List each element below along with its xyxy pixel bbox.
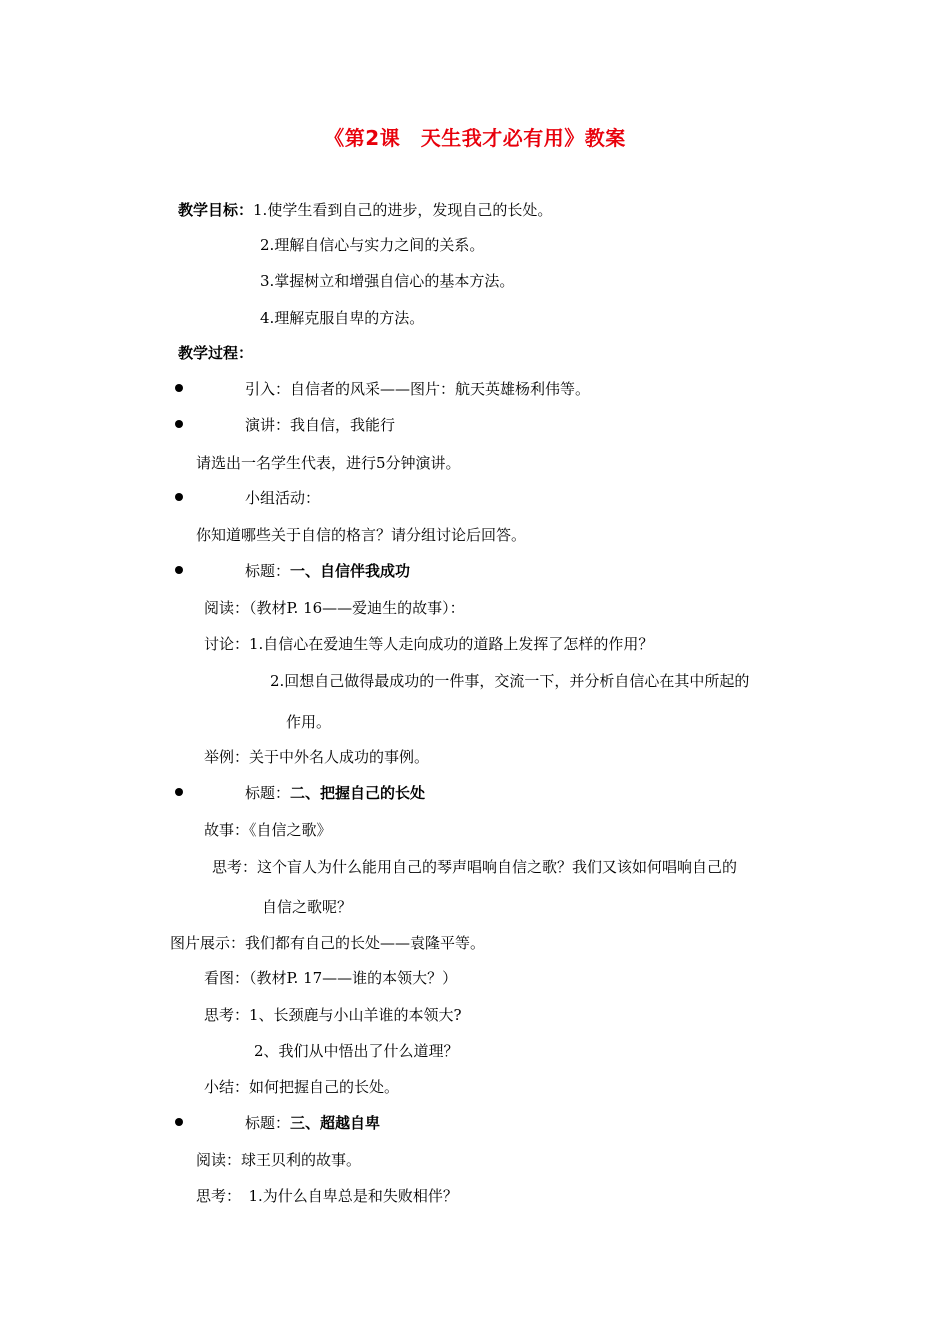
bullet-icon bbox=[175, 493, 183, 501]
section3-heading: 三、超越自卑 bbox=[290, 1114, 381, 1132]
speech-label: 演讲：我自信，我能行 bbox=[245, 416, 396, 434]
goals-row-1 bbox=[178, 200, 552, 220]
section2-think2-2: 2、我们从中悟出了什么道理？ bbox=[254, 1042, 459, 1060]
section3-title bbox=[245, 1113, 380, 1133]
goal-item: 2.理解自信心与实力之间的关系。 bbox=[260, 236, 485, 254]
section2-think2-1: 思考：1、长颈鹿与小山羊谁的本领大? bbox=[204, 1006, 462, 1024]
bullet-icon bbox=[175, 1118, 183, 1126]
section1-discuss-2b: 作用。 bbox=[286, 713, 332, 731]
section1-discuss-1: 讨论：1.自信心在爱迪生等人走向成功的道路上发挥了怎样的作用？ bbox=[204, 635, 654, 653]
section2-think-a: 思考：这个盲人为什么能用自己的琴声唱响自信之歌？我们又该如何唱响自己的 bbox=[212, 858, 738, 876]
goal-item: 1.使学生看到自己的进步，发现自己的长处。 bbox=[253, 201, 553, 219]
section2-heading: 二、把握自己的长处 bbox=[290, 784, 426, 802]
bullet-icon bbox=[175, 384, 183, 392]
section-prefix: 标题： bbox=[245, 562, 291, 580]
bullet-icon bbox=[175, 788, 183, 796]
process-label: 教学过程： bbox=[178, 344, 254, 362]
section2-story: 故事：《自信之歌》 bbox=[204, 821, 332, 839]
section2-summary: 小结：如何把握自己的长处。 bbox=[204, 1078, 400, 1096]
bullet-icon bbox=[175, 566, 183, 574]
section1-title bbox=[245, 561, 410, 581]
speech-detail: 请选出一名学生代表，进行5分钟演讲。 bbox=[196, 454, 461, 472]
bullet-icon bbox=[175, 420, 183, 428]
section2-title bbox=[245, 783, 425, 803]
section-prefix: 标题： bbox=[245, 784, 291, 802]
section-prefix: 标题： bbox=[245, 1114, 291, 1132]
section1-heading: 一、自信伴我成功 bbox=[290, 562, 411, 580]
goal-item: 4.理解克服自卑的方法。 bbox=[260, 309, 425, 327]
group-label: 小组活动： bbox=[245, 489, 321, 507]
section3-think: 思考： 1.为什么自卑总是和失败相伴？ bbox=[196, 1187, 458, 1205]
section1-example: 举例：关于中外名人成功的事例。 bbox=[204, 748, 430, 766]
section2-look: 看图：（教材P. 17——谁的本领大？） bbox=[204, 969, 458, 987]
goals-label: 教学目标： bbox=[178, 201, 254, 219]
goal-item: 3.掌握树立和增强自信心的基本方法。 bbox=[260, 272, 515, 290]
section2-pictures: 图片展示：我们都有自己的长处——袁隆平等。 bbox=[170, 934, 486, 952]
section1-discuss-2a: 2.回想自己做得最成功的一件事，交流一下，并分析自信心在其中所起的 bbox=[270, 672, 750, 690]
document-title: 《第2课 天生我才必有用》教案 bbox=[324, 126, 626, 150]
group-detail: 你知道哪些关于自信的格言？请分组讨论后回答。 bbox=[196, 526, 527, 544]
section1-reading: 阅读：（教材P. 16——爱迪生的故事）： bbox=[204, 599, 465, 617]
section3-reading: 阅读：球王贝利的故事。 bbox=[196, 1151, 362, 1169]
intro-line: 引入：自信者的风采——图片：航天英雄杨利伟等。 bbox=[245, 380, 591, 398]
section2-think-b: 自信之歌呢？ bbox=[262, 898, 353, 916]
